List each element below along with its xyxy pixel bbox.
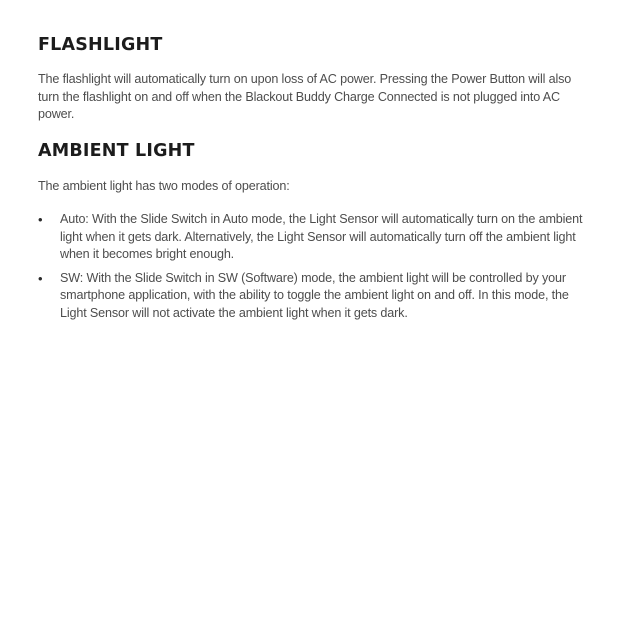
- list-item-auto-mode: [38, 211, 586, 264]
- flashlight-section: [38, 34, 586, 124]
- document-page: [38, 34, 586, 328]
- list-item-text: SW: With the Slide Switch in SW (Software) mode, the ambient light will be controlled by your smartphone application, with the ability to toggle the ambient light on and off. In this mode, the Light Sensor will not activate the ambient light when it gets dark.: [60, 270, 569, 320]
- list-item-text: Auto: With the Slide Switch in Auto mode, the Light Sensor will automatically turn on the ambient light when it gets dark. Alternatively, the Light Sensor will automatically turn off the ambient light when it becomes bright enough.: [60, 212, 583, 261]
- flashlight-paragraph: The flashlight will automatically turn on upon loss of AC power. Pressing the Power Button will also turn the flashlight on and off when the Blackout Buddy Charge Connected is not plugged into AC power.: [38, 72, 572, 121]
- ambient-light-section: [38, 140, 586, 323]
- list-item-sw-mode: [38, 270, 586, 323]
- flashlight-heading: FLASHLIGHT: [38, 35, 163, 55]
- bullet-icon: •: [38, 270, 43, 286]
- ambient-light-heading: AMBIENT LIGHT: [38, 140, 195, 161]
- ambient-light-intro: The ambient light has two modes of operation:: [38, 178, 290, 193]
- bullet-icon: •: [38, 212, 43, 227]
- ambient-modes-list: [38, 211, 586, 322]
